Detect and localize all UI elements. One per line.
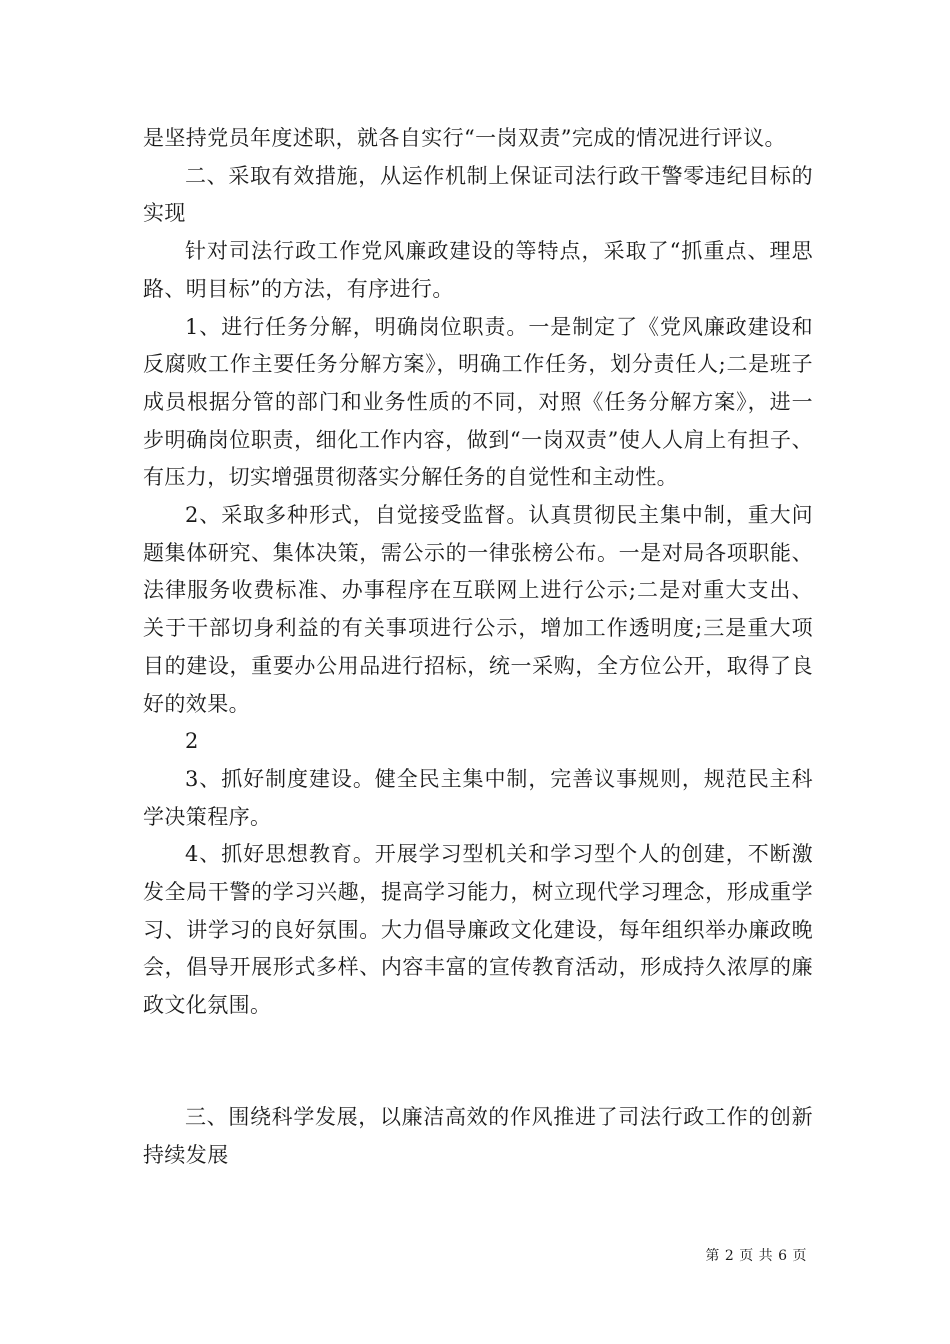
- paragraph-item-3: 3、抓好制度建设。健全民主集中制，完善议事规则，规范民主科学决策程序。: [143, 766, 813, 829]
- section-heading-2: 二、采取有效措施，从运作机制上保证司法行政干警零违纪目标的实现: [143, 163, 813, 226]
- paragraph-item-4: 4、抓好思想教育。开展学习型机关和学习型个人的创建，不断激发全局干警的学习兴趣，提高学习能力，树立现代学习理念，形成重学习、讲学习的良好氛围。大力倡导廉政文化建设，每年组织举办廉政晚会，倡导开展形式多样、内容丰富的宣传教育活动，形成持久浓厚的廉政文化氛围。: [143, 842, 813, 1018]
- paragraph-item-1: 1、进行任务分解，明确岗位职责。一是制定了《党风廉政建设和反腐败工作主要任务分解方案》，明确工作任务，划分责任人;二是班子成员根据分管的部门和业务性质的不同，对照《任务分解方案》，进一步明确岗位职责，细化工作内容，做到“一岗双责”使人人肩上有担子、有压力，切实增强贯彻落实分解任务的自觉性和主动性。: [143, 314, 813, 490]
- paragraph-intro: 针对司法行政工作党风廉政建设的等特点，采取了“抓重点、理思路、明目标”的方法，有序进行。: [143, 239, 813, 301]
- document-body: [143, 120, 813, 1174]
- section-gap: [143, 1025, 813, 1099]
- paragraph-continuation: 是坚持党员年度述职，就各自实行“一岗双责”完成的情况进行评议。: [143, 126, 786, 150]
- page-footer: 第 2 页 共 6 页: [705, 1248, 807, 1264]
- section-heading-3: 三、围绕科学发展，以廉洁高效的作风推进了司法行政工作的创新持续发展: [143, 1104, 813, 1167]
- inline-page-number: 2: [185, 729, 199, 754]
- paragraph-item-2: 2、采取多种形式，自觉接受监督。认真贯彻民主集中制，重大问题集体研究、集体决策，需公示的一律张榜公布。一是对局各项职能、法律服务收费标准、办事程序在互联网上进行公示;二是对重大支出、关于干部切身利益的有关事项进行公示，增加工作透明度;三是重大项目的建设，重要办公用品进行招标，统一采购，全方位公开，取得了良好的效果。: [143, 503, 813, 716]
